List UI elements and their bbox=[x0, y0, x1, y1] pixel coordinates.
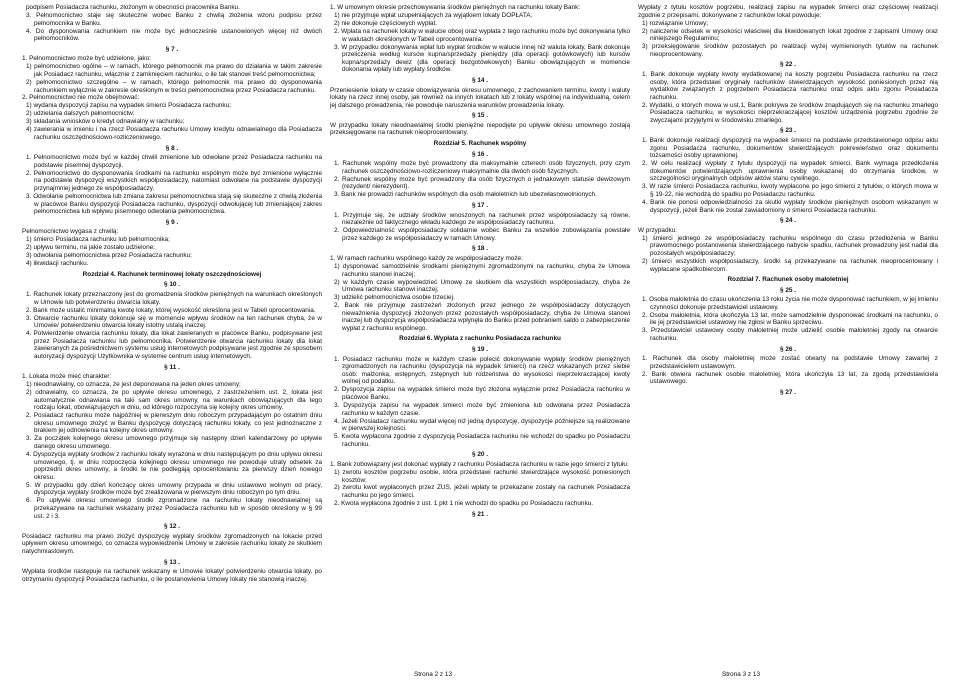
paragraph: W przypadku: bbox=[638, 226, 678, 234]
text-column-3 bbox=[638, 4, 938, 399]
paragraph: 2. Odpowiedzialność współposiadaczy solidarnie wobec Banku za wszelkie zobowiązania powstałe przez każdego ze współposiadaczy w ramach Umowy. bbox=[334, 227, 630, 242]
paragraph: 1. Bank dokonuje realizacji dyspozycji na wypadek śmierci na podstawie przedstawionego odpisu aktu zgonu Posiadacza rachunku, dokumentów stwierdzających pokrewieństwo oraz dokumentu tożsamości osoby uprawnionej. bbox=[642, 137, 938, 160]
paragraph: Przeniesienie lokaty w czasie obowiązywania okresu umownego, z zachowaniem terminu, kwoty i waluty lokaty na rzecz innej osoby, jak również na innych lokatach lub z lokaty wspólnej na indywidualną, celem jej dalszego prowadzenia, nie powoduje naruszenia warunków prowadzenia lokaty. bbox=[330, 86, 630, 109]
paragraph: 4. Potwierdzenie otwarcia rachunku lokaty, dla lokat zawieranych w placówce Banku, podpisywane jest przez Posiadacza rachunku lub pełnomocnika. Potwierdzenie otwarcia rachunku lokaty dla lokat zawieranych za pośrednictwem systemu usług internetowych podpisywane jest zgodnie ze sposobem autoryzacji dyspozycji Użytkownika w systemie centrum usług internetowych. bbox=[26, 330, 322, 360]
paragraph: 1) nie przyjmuje wpłat uzupełniających za wyjątkiem lokaty DOPŁATA; bbox=[334, 11, 533, 19]
paragraph: 1) śmierci Posiadacza rachunku lub pełnomocnika; bbox=[26, 236, 170, 244]
text-column-2 bbox=[330, 4, 630, 520]
section-heading: § 18 . bbox=[472, 245, 488, 253]
section-heading: § 17 . bbox=[472, 202, 488, 209]
paragraph: 1. Bank dokonuje wypłaty kwoty wydatkowanej na koszty pogrzebu Posiadacza rachunku na rzecz osoby, która przedstawi oryginały rachunków stwierdzających wysokość poniesionych przez nią wydatków związanych z pogrzebem Posiadacza rachunku oraz odpis aktu zgonu Posiadacza rachunku. bbox=[642, 70, 938, 101]
paragraph: 2. Bank otwiera rachunek osobie małoletniej, która ukończyła 13 lat, za zgodą przedstawiciela ustawowego. bbox=[642, 370, 938, 386]
paragraph: 3) składania wniosków o kredyt odnawialny w rachunku; bbox=[26, 118, 185, 126]
paragraph: 3) odwołania pełnomocnictwa przez Posiadacza rachunku; bbox=[26, 252, 192, 260]
paragraph: 2. Wydatki, o których mowa w ust.1, Bank pokrywa ze środków znajdujących się na rachunku zmarłego Posiadacza rachunku, w wysokości nieprzekraczającej kosztów urządzenia pogrzebu zgodnie ze zwyczajami przyjętymi w środowisku zmarłego. bbox=[642, 101, 938, 124]
paragraph: 3. Za początek kolejnego okresu umownego przyjmuje się następny dzień kalendarzowy po upływie danego okresu umownego. bbox=[26, 435, 322, 451]
paragraph: Wypłata środków następuje na rachunek wskazany w Umowie lokaty/ potwierdzeniu otwarcia lokaty, po otrzymaniu dyspozycji Posiadacza rachunku, o ile postanowienia Umowy lokaty nie stanowią inaczej. bbox=[22, 568, 322, 583]
paragraph: 2) nie dokonuje częściowych wypłat. bbox=[334, 19, 438, 27]
paragraph: 3. Bank nie prowadzi rachunków wspólnych dla osób małoletnich lub ubezwłasnowolnionych. bbox=[334, 191, 597, 199]
section-heading: § 25 . bbox=[780, 286, 796, 294]
section-heading: Rozdział 7. Rachunek osoby małoletniej bbox=[727, 276, 849, 284]
section-heading: § 21 . bbox=[472, 510, 488, 518]
paragraph: 2) naliczenie odsetek w wysokości właściwej dla likwidowanych lokat zgodnie z zapisami Umowy oraz niniejszego Regulaminu; bbox=[642, 27, 938, 43]
paragraph: 3) przeksięgowanie środków pozostałych po realizacji wyżej wymienionych tytułów na rachunek nieoprocentowany. bbox=[642, 43, 938, 58]
paragraph: 1. W ramach rachunku wspólnego każdy ze współposiadaczy może: bbox=[330, 254, 523, 262]
section-heading: § 23 . bbox=[780, 127, 796, 135]
paragraph: 3) udzielić pełnomocnictwa osobie trzeciej. bbox=[334, 294, 455, 302]
paragraph: 1) dysponować samodzielnie środkami pieniężnymi zgromadzonymi na rachunku, chyba że Umowa rachunku stanowi inaczej; bbox=[334, 262, 630, 278]
paragraph: 2. Rachunek wspólny może być prowadzony dla osób fizycznych o jednakowym statusie dewizowym (rezydent/ nierezydent). bbox=[334, 175, 630, 191]
paragraph: Pełnomocnictwo wygasa z chwilą: bbox=[22, 228, 119, 236]
paragraph: 3. Odwołanie pełnomocnictwa lub zmiana zakresu pełnomocnictwa stają się skuteczne z chwilą złożenia w placówce Banku dyspozycji Posiadacza rachunku, dyspozycji odwołującej lub zmieniającej zakres pełnomocnictwa lub wpływu pisemnego odwołania pełnomocnictwa. bbox=[26, 192, 322, 216]
paragraph: 2. Dyspozycja zapisu na wypadek śmierci może być złożona wyłącznie przez Posiadacza rachunku w placówce Banku. bbox=[334, 386, 630, 401]
section-heading: § 20 . bbox=[472, 451, 488, 459]
paragraph: 4) zawierania w imieniu i na rzecz Posiadacza rachunku Umowy kredytu odnawialnego dla Posiadacza rachunku oszczędnościowo-rozliczeniowego. bbox=[26, 126, 322, 142]
paragraph: 1. Bank zobowiązany jest dokonać wypłaty z rachunku Posiadacza rachunku w razie jego śmierci z tytułu: bbox=[330, 460, 629, 468]
paragraph: 3. Otwarcie rachunku lokaty dokonuje się w momencie wpływu środków na ten rachunek chyba, że w Umowie/ potwierdzeniu otwarcia lokaty istotny ustalą inaczej. bbox=[26, 314, 322, 330]
paragraph: 1) pełnomocnictwo ogólne – w ramach, którego pełnomocnik ma prawo do działania w takim zakresie jak Posiadacz rachunku, włącznie z zamknięciem rachunku, o ile tak stanowi treść pełnomocnictwa; bbox=[26, 63, 322, 78]
paragraph: W przypadku lokaty nieodnawialnej środki pieniężne niepodjęte po upływie okresu umownego zostają przeksięgowane na rachunek nieoprocentowany. bbox=[330, 121, 630, 137]
paragraph: 2. Kwota wypłacona zgodnie z ust. 1 pkt 1 nie wchodzi do spadku po Posiadaczu rachunku. bbox=[334, 500, 593, 508]
section-heading: § 7 . bbox=[165, 45, 179, 53]
paragraph: 1) zwrotu kosztów pogrzebu osobie, która przedstawi rachunki stwierdzające wysokość poniesionych kosztów; bbox=[334, 468, 630, 484]
paragraph: 1. Osoba małoletnia do czasu ukończenia 13 roku życia nie może dysponować rachunkiem, w jej imieniu czynności dokonuje przedstawiciel ustawowy. bbox=[642, 296, 938, 311]
section-heading: § 9 . bbox=[165, 218, 179, 226]
section-heading: § 10 . bbox=[164, 281, 180, 289]
paragraph: 3. W przypadku dokonywania wpłat lub wypłat środków w walucie innej niż waluta lokaty, Bank dokonuje przeliczenia według kursów kupna/sprzedaży pieniędzy (dla operacji gotówkowych) lub kursów kupna/sprzedaży dewiz (dla operacji bezgotówkowych) Banku obowiązujących w momencie dokonania wpłaty lub wypłaty środków. bbox=[334, 43, 630, 74]
paragraph: 2. W celu realizacji wypłaty z tytułu dyspozycji na wypadek śmierci, Bank wymaga przedłożenia dokumentów potwierdzających uprawnienia osoby wskazanej do otrzymania środków, w szczególności oryginalnych odpisów aktów stanu cywilnego. bbox=[642, 160, 938, 183]
section-heading: § 12 . bbox=[164, 523, 180, 531]
paragraph: Posiadacz rachunku ma prawo złożyć dyspozycję wypłaty środków zgromadzonych na lokacie przed upływem okresu umownego, co oznacza wypowiedzenie Umowy w zakresie rachunku lokaty ze skutkiem natychmiastowym. bbox=[22, 532, 322, 555]
paragraph: 2) udzielania dalszych pełnomocnictw; bbox=[26, 110, 135, 118]
paragraph: 1) nieodnawialny, co oznacza, że jest deponowana na jeden okres umowny; bbox=[26, 381, 241, 389]
section-heading: § 24 . bbox=[780, 217, 796, 225]
paragraph: 2) w każdym czasie wypowiedzieć Umowę ze skutkiem dla wszystkich współposiadaczy, chyba że Umowa rachunku stanowi inaczej; bbox=[334, 278, 630, 294]
section-heading: Rozdział 4. Rachunek terminowej lokaty oszczędnościowej bbox=[82, 270, 262, 278]
paragraph: 1. Rachunek wspólny może być prowadzony dla maksymalnie czterech osób fizycznych, przy czym rachunek oszczędnościowo-rozliczeniowy maksymalnie dla dwóch osób fizycznych. bbox=[334, 160, 630, 175]
paragraph: 3. Dyspozycja zapisu na wypadek śmierci może być zmieniona lub odwołana przez Posiadacza rachunku w każdym czasie. bbox=[334, 401, 630, 417]
text-column-1 bbox=[22, 4, 322, 584]
paragraph: 2) odnawialny, co oznacza, że po upływie okresu umownego, z zastrzeżeniem ust. 2, lokata jest automatycznie odnawiana na taki sam okres umowny, na warunkach obowiązujących dla tego rodzaju lokat, obowiązujących w dniu, od którego rozpoczyna się kolejny okres umowny. bbox=[26, 389, 322, 412]
page-number-right: Strona 3 z 13 bbox=[722, 671, 761, 678]
paragraph: 3. Pełnomocnictwo staje się skuteczne wobec Banku z chwilą złożenia wzoru podpisu przez pełnomocnika w Banku. bbox=[26, 11, 322, 27]
paragraph: 4. Do dysponowania rachunkiem nie może być jednocześnie ustanowionych więcej niż dwóch pełnomocników. bbox=[26, 27, 322, 43]
paragraph: 2. Bank może ustalić minimalną kwotę lokaty, której wysokość określona jest w Tabeli oprocentowania. bbox=[26, 306, 316, 314]
paragraph: 1) śmierci jednego ze współposiadaczy rachunku wspólnego do czasu przedłożenia w Banku prawomocnego postanowienia stwierdzającego nabycie spadku, rachunek prowadzony jest nadal dla pozostałych współposiadaczy; bbox=[642, 234, 938, 257]
paragraph: 1) rozwiązanie Umowy; bbox=[642, 19, 709, 27]
paragraph: 5. Kwota wypłacona zgodnie z dyspozycją Posiadacza rachunku nie wchodzi do spadku po Posiadaczu rachunku. bbox=[334, 433, 630, 448]
paragraph: 2. Posiadacz rachunku może najpóźniej w pierwszym dniu roboczym przypadającym po ostatnim dniu okresu umownego złożyć w Banku dyspozycję dotyczącą rachunku lokaty, co jest jednoznaczne z brakiem jej odnowienia na kolejny okres umowny. bbox=[26, 412, 322, 435]
section-heading: § 16 . bbox=[472, 150, 488, 158]
paragraph: 2. Pełnomocnictwo nie może obejmować: bbox=[22, 94, 140, 102]
section-heading: § 8 . bbox=[165, 144, 179, 152]
paragraph: 1. Rachunek lokaty przeznaczony jest do gromadzenia środków pieniężnych na warunkach określonych w Umowie lub potwierdzeniu otwarcia lokaty. bbox=[26, 291, 322, 306]
paragraph: 2) pełnomocnictwo szczególne – w ramach, którego pełnomocnik ma prawo do dysponowania rachunkiem wyłącznie w zakresie określonym w treści pełnomocnictwa przez Posiadacza rachunku. bbox=[26, 78, 322, 94]
paragraph: 2. Osoba małoletnia, która ukończyła 13 lat, może samodzielnie dysponować środkami na rachunku, o ile jej przedstawiciel ustawowy nie zgłosi w Banku sprzeciwu. bbox=[642, 311, 938, 327]
paragraph: 1. W umownym okresie przechowywania środków pieniężnych na rachunku lokaty Bank: bbox=[330, 4, 581, 11]
paragraph: 5. W przypadku gdy dzień kończący okres umowny przypada w dniu ustawowo wolnym od pracy, dyspozycja wypłaty środków może być zrealizowana w pierwszym dniu roboczym po tym dniu. bbox=[26, 481, 322, 497]
paragraph: 2. Wpłata na rachunek lokaty w walucie obcej oraz wypłata z tego rachunku może być dokonywana tylko w walutach określonych w Tabeli oprocentowania. bbox=[334, 27, 630, 43]
paragraph: 2) śmierci wszystkich współposiadaczy, środki są przekazywane na rachunek nieoprocentowany i wypłacane spadkobiercom. bbox=[642, 257, 938, 273]
paragraph: Wypłaty z tytułu kosztów pogrzebu, realizacji zapisu na wypadek śmierci oraz częściowej realizacji zgodnie z przepisami, dokonywane z rachunków lokat powoduje: bbox=[638, 4, 938, 19]
paragraph: 2) zwrotu kwot wypłaconych przez ZUS, jeżeli wpłaty te przekazane zostały na rachunek Posiadacza rachunku po jego śmierci. bbox=[334, 484, 630, 500]
paragraph: 1. Pełnomocnictwo może być w każdej chwili zmienione lub odwołane przez Posiadacza rachunku na podstawie pisemnej dyspozycji. bbox=[26, 154, 322, 169]
paragraph: 4. Jeżeli Posiadacz rachunku wydał więcej niż jedną dyspozycję, dyspozycje późniejsze są realizowane w pierwszej kolejności. bbox=[334, 417, 630, 433]
paragraph: 1. Lokata może mieć charakter: bbox=[22, 373, 112, 381]
section-heading: § 27 . bbox=[780, 389, 796, 396]
section-heading: § 15 . bbox=[472, 112, 488, 120]
paragraph: 3. Przedstawiciel ustawowy osoby małoletniej może udzielić osobie małoletniej zgody na otwarcie rachunku. bbox=[642, 327, 938, 343]
paragraph: 2. Bank nie przyjmuje zastrzeżeń złożonych przez jednego ze współposiadaczy dotyczących nieważnienia dyspozycji złożonych przez pozostałych współposiadaczy, chyba że Umowa stanowi inaczej lub dyspozycja współposiadacza wpłynęła do Banku przed pobraniem saldo o zabezpieczenie wypłat z rachunku wspólnego. bbox=[334, 302, 630, 332]
paragraph: 1) wydania dyspozycji zapisu na wypadek śmierci Posiadacza rachunku; bbox=[26, 102, 231, 110]
paragraph: 3. W razie śmierci Posiadacza rachunku, kwoty wypłacone po jego śmierci z tytułów, o których mowa w § 19-22, nie wchodzą do spadku po Posiadaczu rachunku. bbox=[642, 183, 938, 198]
section-heading: § 11 . bbox=[164, 363, 180, 371]
paragraph: 4) likwidacji rachunku. bbox=[26, 260, 89, 268]
section-heading: Rozdział 6. Wypłata z rachunku Posiadacza rachunku bbox=[399, 335, 561, 343]
paragraph: 1. Pełnomocnictwo może być udzielone, jako: bbox=[22, 55, 151, 63]
paragraph: 2) upływu terminu, na jakie zostało udzielone; bbox=[26, 244, 155, 252]
section-heading: § 19 . bbox=[472, 346, 488, 354]
paragraph: 4. Bank nie ponosi odpowiedzialności za skutki wypłaty środków pieniężnych osobom wskazanym w dyspozycji, jeżeli Bank nie został zawiadomiony o śmierci Posiadacza rachunku. bbox=[642, 198, 938, 214]
section-heading: Rozdział 5. Rachunek wspólny bbox=[433, 140, 527, 148]
section-heading: § 14 . bbox=[472, 76, 488, 84]
paragraph: 4. Dyspozycja wypłaty środków z rachunku lokaty wyrażona w dniu następującym po dniu upływu okresu umownego, tj. w dniu rozpoczęcia kolejnego okresu umownego nie powoduje utraty odsetek za poprzedni okres umowny, a środki te nie podlegają oprocentowaniu za pierwszy dzień nowego okresu. bbox=[26, 451, 322, 481]
paragraph: 1. Rachunek dla osoby małoletniej może zostać otwarty na podstawie Umowy zawartej z przedstawicielem ustawowym. bbox=[642, 355, 938, 370]
paragraph: 6. Po upływie okresu umownego środki zgromadzone na rachunku lokaty nieodnawialnej są przekazywane na rachunek wskazany przez Posiadacza rachunku lub w sposób określony w § 99 ust. 2 i 3. bbox=[26, 497, 322, 520]
section-heading: § 13 . bbox=[164, 558, 180, 566]
section-heading: § 26 . bbox=[780, 345, 796, 353]
page-number-left: Strona 2 z 13 bbox=[414, 671, 453, 678]
paragraph: 1. Przyjmuje się, że udziały środków wnoszonych na rachunek przez współposiadaczy są równe, niezależnie od faktycznego wkładu każdego ze współposiadaczy rachunku. bbox=[334, 211, 630, 227]
paragraph: 2. Pełnomocnictwo do dysponowania środkami na rachunku wspólnym może być zmienione wyłącznie na podstawie dyspozycji wszystkich współposiadaczy, natomiast odwołane na podstawie dyspozycji przynajmniej jednego ze współposiadaczy. bbox=[26, 169, 322, 192]
paragraph: podpisem Posiadacza rachunku, złożonym w obecności pracownika Banku. bbox=[26, 4, 240, 11]
paragraph: 1. Posiadacz rachunku może w każdym czasie polecić dokonywanie wypłaty środków pieniężnych zgromadzonych na rachunku (dyspozycja na wypadek śmierci) na rzecz wskazanych przez siebie osób: małżonka, wstępnych, zstępnych lub rodzeństwa do wysokości nieprzekraczającej kwoty wolnej od podatku. bbox=[334, 355, 630, 386]
section-heading: § 22 . bbox=[780, 61, 796, 69]
